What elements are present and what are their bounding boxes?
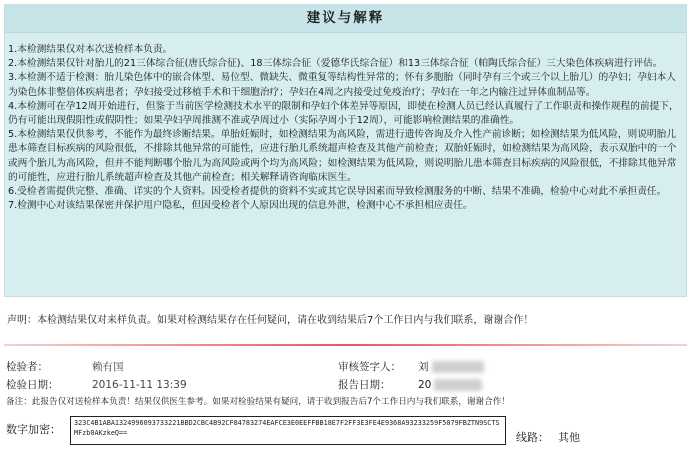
remark-note: 备注：此报告仅对送检样本负责！结果仅供医生参考。如果对检验结果有疑问，请于收到报告后7个工作日内与我们联系，谢谢合作！ — [6, 397, 510, 407]
test-date-label: 检验日期： — [6, 379, 59, 391]
line-value: 其他 — [558, 431, 580, 444]
list-item: 3.本检测不适于检测：胎儿染色体中的嵌合体型、易位型、微缺失、微重复等结构性异常的；怀有多胞胎（同时孕有三个或三个以上胎儿）的孕妇；孕妇本人为染色体非整倍体疾病患者；孕妇接受过移植手术和干细胞治疗；孕妇在4周之内接受过免疫治疗；孕妇在一年之内输注过异体血制品等。 — [8, 72, 676, 98]
tester-label: 检验者： — [6, 361, 48, 373]
report-date-label: 报告日期： — [338, 379, 391, 391]
line-label: 线路： — [516, 431, 549, 444]
panel-title: 建议与解释 — [5, 5, 686, 33]
list-item: 5.本检测结果仅供参考，不能作为最终诊断结果。单胎妊娠时，如检测结果为高风险，需进行遗传咨询及介入性产前诊断；如检测结果为低风险，则说明胎儿患本筛查目标疾病的风险很低，不排除其他异常的可能性，应进行胎儿系统超声检查及其他产前检查；双胎妊娠时，如检测结果为高风险，表示双胎中的一个或两个胎儿为高风险，但并不能判断哪个胎儿为高风险或两个均为高风险；如检测结果为低风险，则说明胎儿患本筛查目标疾病的风险很低，不排除其他异常的可能性，应进行胎儿系统超声检查及其他产前检查；相关解释请咨询临床医生。 — [8, 129, 677, 183]
signature-label: 数字加密： — [6, 423, 61, 436]
tester-value: 赖有国 — [92, 361, 124, 373]
reviewer-label: 审核签字人： — [338, 361, 401, 373]
list-item: 6.受检者需提供完整、准确、详实的个人资料。因受检者提供的资料不实或其它误导因素而导致检测服务的中断、结果不准确，检验中心对此不承担责任。 — [8, 186, 667, 198]
disclaimer-statement: 声明：本检测结果仅对来样负责。如果对检测结果存在任何疑问，请在收到结果后7个工作日内与我们联系，谢谢合作！ — [7, 315, 534, 326]
redacted-date — [434, 379, 482, 391]
redacted-signature — [432, 361, 484, 373]
test-date-value: 2016-11-11 13:39 — [92, 379, 187, 391]
report-date-value: 20 — [418, 379, 432, 391]
list-item: 7.检测中心对该结果保密并保护用户隐私，但因受检者个人原因出现的信息外泄，检测中心不承担相应责任。 — [8, 200, 473, 212]
explanation-panel — [4, 4, 687, 297]
explanation-list — [5, 33, 686, 213]
divider — [4, 344, 687, 346]
digital-signature-box: 323C4B1ABA1324996093733221BBD2CBC4B92CF84783274EAFCE3E0EEFFBB18E7F2FF3E3FE4E9368A93233259F5079FBZTN9SCTSMFzb0AKzkeQ== — [70, 416, 506, 445]
list-item: 1.本检测结果仅对本次送检样本负责。 — [8, 44, 173, 55]
reviewer-value: 刘 — [418, 361, 429, 373]
list-item: 4.本检测可在孕12周开始进行，但鉴于当前医学检测技术水平的限制和孕妇个体差异等原因，即使在检测人员已经认真履行了工作职责和操作规程的前提下，仍有可能出现假阳性或假阴性；如果孕妇孕周推测不准或孕周过小（实际孕周小于12周），可能影响检测结果的准确性。 — [8, 100, 679, 127]
list-item: 2.本检测结果仅针对胎儿的21三体综合征(唐氏综合征)、18三体综合征（爱德华氏综合征）和13三体综合征（帕陶氏综合征）三大染色体疾病进行评估。 — [8, 58, 663, 70]
